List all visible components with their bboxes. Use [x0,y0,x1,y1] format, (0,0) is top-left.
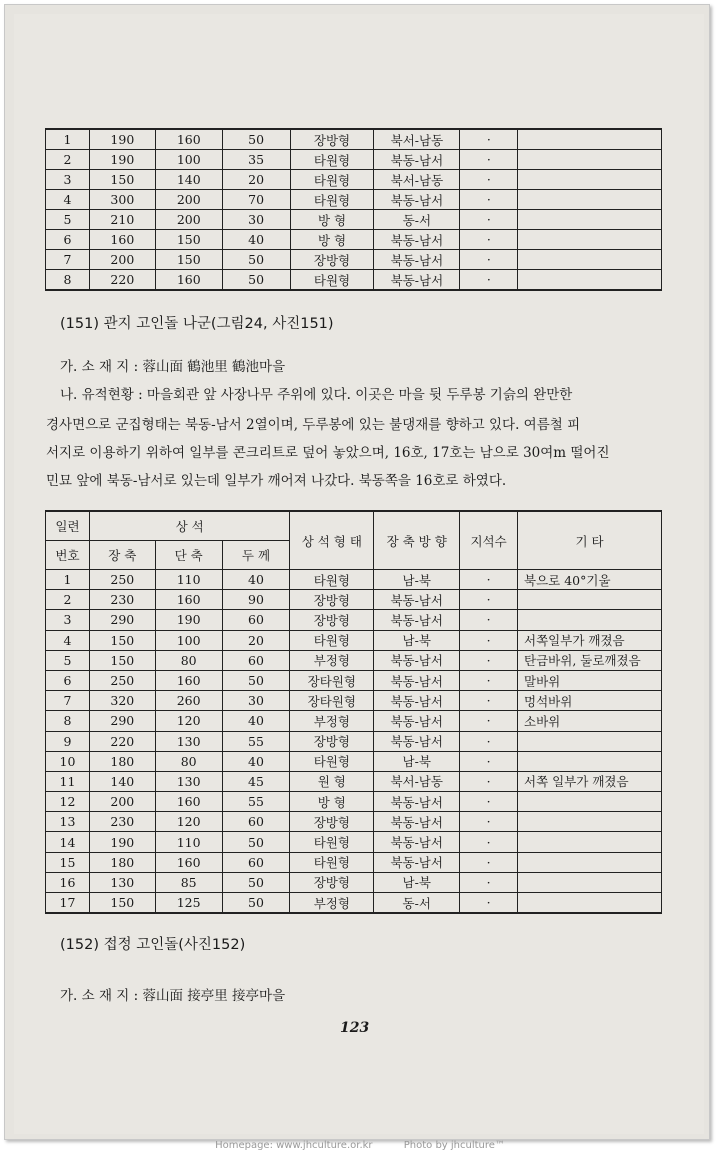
table-cell: · [460,893,518,914]
dolmen-table-a [45,128,662,291]
table-cell: 타원형 [290,751,374,771]
table-cell: · [460,150,518,170]
table-cell: 타원형 [290,170,374,190]
table-cell: 3 [46,610,90,630]
table-cell: 남-북 [374,570,460,590]
section-151-status-2: 경사면으로 군집형태는 북동-남서 2열이며, 두루봉에 있는 불댕재를 향하고 있다. 여름철 피 [46,417,581,433]
table-cell: 남-북 [374,751,460,771]
table-cell: 40 [222,570,290,590]
table-cell: 45 [222,771,290,791]
section-151-location: 가. 소 재 지 : 蓉山面 鶴池里 鶴池마을 [60,359,286,375]
table-cell: 160 [89,230,155,250]
table-cell: 290 [89,711,155,731]
table-cell: 320 [89,691,155,711]
table-cell [518,792,662,812]
table-cell: 8 [46,270,90,291]
table-cell: 200 [89,792,155,812]
table-cell: 60 [222,852,290,872]
table-cell: 70 [222,190,290,210]
table-cell: 멍석바위 [518,691,662,711]
table-cell: · [460,751,518,771]
table-cell: · [460,852,518,872]
section-152-heading: (152) 접정 고인돌(사진152) [60,937,246,953]
table-cell: 50 [222,270,290,291]
table-cell: 200 [155,210,222,230]
header-serial-top: 일련 [46,511,90,541]
table-cell: · [460,731,518,751]
table-cell: 100 [155,150,222,170]
table-cell: 6 [46,670,90,690]
table-cell: · [460,210,518,230]
footer [0,1140,720,1151]
table-cell: 190 [89,150,155,170]
table-cell: · [460,190,518,210]
table-cell: 탄금바위, 둘로깨졌음 [518,650,662,670]
table-row [46,872,662,892]
table-cell: 200 [89,250,155,270]
table-cell: 8 [46,711,90,731]
footer-homepage: Homepage: www.jhculture.or.kr [215,1140,373,1151]
table-cell: 50 [222,893,290,914]
table-cell: 50 [222,872,290,892]
table-cell: 서쪽일부가 깨졌음 [518,630,662,650]
table-row [46,250,662,270]
table-cell: 190 [89,832,155,852]
table-cell: 북동-남서 [374,230,460,250]
table-cell: 원 형 [290,771,374,791]
table-cell: 3 [46,170,90,190]
table-cell: 120 [155,711,222,731]
table-cell: 60 [222,610,290,630]
table-cell: 50 [222,250,290,270]
table-cell: 북동-남서 [374,792,460,812]
table-cell: 북동-남서 [374,691,460,711]
table-cell: 60 [222,650,290,670]
table-cell: 140 [89,771,155,791]
table-cell: · [460,170,518,190]
table-cell: 14 [46,832,90,852]
table-row [46,230,662,250]
table-cell [518,731,662,751]
table-cell: 180 [89,852,155,872]
table-cell: 30 [222,691,290,711]
table-cell: 동-서 [374,210,460,230]
table-cell: 남-북 [374,872,460,892]
section-151-status-4: 민묘 앞에 북동-남서로 있는데 일부가 깨어져 나갔다. 북동쪽을 16호로 하였다. [46,473,507,489]
table-cell: 6 [46,230,90,250]
table-cell: · [460,872,518,892]
table-cell: 30 [222,210,290,230]
table-cell: 북동-남서 [374,832,460,852]
table-cell [518,230,662,250]
table-cell: 160 [155,852,222,872]
table-cell: 방 형 [290,792,374,812]
table-cell: 55 [222,792,290,812]
table-cell: 150 [89,630,155,650]
table-cell: 방 형 [290,210,374,230]
table-cell: 장타원형 [290,691,374,711]
table-cell: 15 [46,852,90,872]
table-cell: 북동-남서 [374,812,460,832]
table-row [46,129,662,150]
table-cell: 150 [89,650,155,670]
table-row [46,893,662,914]
table-cell: 방 형 [290,230,374,250]
table-cell: · [460,129,518,150]
table-cell: 북서-남동 [374,129,460,150]
table-cell: 2 [46,590,90,610]
table-cell: 타원형 [290,150,374,170]
table-cell: 북동-남서 [374,650,460,670]
table-row [46,832,662,852]
table-cell: 1 [46,570,90,590]
table-row [46,792,662,812]
table-cell: 40 [222,751,290,771]
header-shape: 상 석 형 태 [290,511,374,570]
table-cell: 60 [222,812,290,832]
table-cell: 150 [89,893,155,914]
table-cell: 16 [46,872,90,892]
table-cell: 장방형 [290,610,374,630]
table-cell: 북동-남서 [374,670,460,690]
header-stone: 상 석 [89,511,289,541]
table-cell: · [460,570,518,590]
table-cell: 말바위 [518,670,662,690]
table-cell [518,812,662,832]
table-cell: 110 [155,570,222,590]
table-cell: 장방형 [290,129,374,150]
header-direction: 장 축 방 향 [374,511,460,570]
table-row [46,170,662,190]
section-151-status-1: 나. 유적현황 : 마을회관 앞 사장나무 주위에 있다. 이곳은 마을 뒷 두루봉 기슭의 완만한 [60,387,573,403]
table-cell: 7 [46,250,90,270]
table-row [46,812,662,832]
table-cell: 130 [89,872,155,892]
table-cell [518,129,662,150]
table-cell: 타원형 [290,570,374,590]
table-cell: 10 [46,751,90,771]
table-cell: 타원형 [290,832,374,852]
page-number: 123 [340,1020,370,1036]
header-etc: 기 타 [518,511,662,570]
table-cell: 250 [89,670,155,690]
table-cell: · [460,711,518,731]
table-cell [518,610,662,630]
table-cell: 부정형 [290,711,374,731]
table-cell: 130 [155,731,222,751]
table-cell: 90 [222,590,290,610]
table-cell: 190 [155,610,222,630]
table-cell: 20 [222,170,290,190]
table-cell [518,190,662,210]
table-cell: 160 [155,670,222,690]
table-cell: 북동-남서 [374,590,460,610]
table-cell: 7 [46,691,90,711]
table-cell: 210 [89,210,155,230]
table-cell: 140 [155,170,222,190]
table-cell: · [460,630,518,650]
table-cell: 20 [222,630,290,650]
table-cell: 80 [155,751,222,771]
table-cell: 남-북 [374,630,460,650]
table-cell: 300 [89,190,155,210]
table-cell: · [460,691,518,711]
table-cell: 17 [46,893,90,914]
table-cell: 250 [89,570,155,590]
table-cell: 북으로 40°기울 [518,570,662,590]
table-cell: 200 [155,190,222,210]
table-cell: 2 [46,150,90,170]
table-cell: 50 [222,832,290,852]
section-151-heading: (151) 관지 고인돌 나군(그림24, 사진151) [60,316,334,332]
table-cell: 110 [155,832,222,852]
table-cell: 장방형 [290,812,374,832]
table-row [46,670,662,690]
table-cell: 120 [155,812,222,832]
header-thickness: 두 께 [222,541,290,570]
table-cell: 230 [89,812,155,832]
table-cell: 4 [46,190,90,210]
table-cell: · [460,590,518,610]
table-cell: 160 [155,270,222,291]
table-cell: 160 [155,792,222,812]
table-cell: 160 [155,129,222,150]
table-cell: 북동-남서 [374,711,460,731]
table-cell [518,872,662,892]
table-cell: 125 [155,893,222,914]
table-cell: · [460,771,518,791]
table-cell: 100 [155,630,222,650]
table-row [46,190,662,210]
table-row [46,852,662,872]
table-cell: 13 [46,812,90,832]
table-cell: 35 [222,150,290,170]
table-cell: 40 [222,230,290,250]
table-row [46,691,662,711]
section-152-location: 가. 소 재 지 : 蓉山面 接亭里 接亭마을 [60,988,286,1004]
table-cell: 서쪽 일부가 깨졌음 [518,771,662,791]
table-cell: 장방형 [290,590,374,610]
header-short-axis: 단 축 [155,541,222,570]
table-cell: 85 [155,872,222,892]
table-cell: · [460,792,518,812]
table-cell: · [460,230,518,250]
table-cell: 북동-남서 [374,270,460,291]
table-cell: 부정형 [290,650,374,670]
table-row [46,590,662,610]
table-cell: 동-서 [374,893,460,914]
table-cell: 북동-남서 [374,190,460,210]
table-cell: 장방형 [290,872,374,892]
table-cell: 150 [155,250,222,270]
table-cell: 260 [155,691,222,711]
section-151-status-3: 서지로 이용하기 위하여 일부를 콘크리트로 덮어 놓았으며, 16호, 17호는 남으로 30여m 떨어진 [46,445,610,461]
table-row [46,650,662,670]
table-cell: 타원형 [290,852,374,872]
table-cell: 80 [155,650,222,670]
table-cell: 130 [155,771,222,791]
table-cell: 230 [89,590,155,610]
table-cell [518,893,662,914]
table-cell: 장방형 [290,731,374,751]
table-row [46,150,662,170]
table-row [46,751,662,771]
table-cell: 1 [46,129,90,150]
table-cell: 북동-남서 [374,150,460,170]
table-cell: 12 [46,792,90,812]
table-cell [518,751,662,771]
table-cell [518,270,662,291]
table-cell: 9 [46,731,90,751]
table-row [46,570,662,590]
table-cell: 50 [222,129,290,150]
table-cell: 장방형 [290,250,374,270]
table-cell: 장타원형 [290,670,374,690]
table-cell: 220 [89,270,155,291]
header-supports: 지석수 [460,511,518,570]
table-cell [518,170,662,190]
table-cell: 220 [89,731,155,751]
table-cell: 180 [89,751,155,771]
table-cell: 타원형 [290,270,374,291]
dolmen-table-b [45,510,662,914]
table-cell: 5 [46,650,90,670]
table-cell [518,150,662,170]
table-row [46,210,662,230]
table-cell: 4 [46,630,90,650]
table-cell: · [460,650,518,670]
table-cell: 북동-남서 [374,610,460,630]
table-row [46,711,662,731]
header-long-axis: 장 축 [89,541,155,570]
table-cell: 290 [89,610,155,630]
table-cell [518,210,662,230]
table-cell [518,250,662,270]
table-cell [518,832,662,852]
table-cell: 5 [46,210,90,230]
table-cell: 북동-남서 [374,731,460,751]
table-row [46,610,662,630]
header-serial-bottom: 번호 [46,541,90,570]
footer-photo: Photo by jhculture™ [403,1140,505,1151]
table-cell: 55 [222,731,290,751]
table-cell [518,590,662,610]
table-cell: 50 [222,670,290,690]
table-cell: 북서-남동 [374,170,460,190]
table-cell: · [460,610,518,630]
table-cell [518,852,662,872]
table-row [46,731,662,751]
table-cell: 소바위 [518,711,662,731]
table-cell: 타원형 [290,630,374,650]
table-cell: 40 [222,711,290,731]
table-row [46,630,662,650]
table-row [46,771,662,791]
table-cell: · [460,812,518,832]
table-cell: 북동-남서 [374,250,460,270]
table-cell: · [460,270,518,291]
table-cell: 190 [89,129,155,150]
table-row [46,270,662,291]
table-cell: 북동-남서 [374,852,460,872]
table-cell: 160 [155,590,222,610]
table-cell: · [460,832,518,852]
table-cell: · [460,250,518,270]
table-cell: · [460,670,518,690]
table-cell: 타원형 [290,190,374,210]
table-cell: 11 [46,771,90,791]
table-cell: 부정형 [290,893,374,914]
table-cell: 150 [89,170,155,190]
table-cell: 150 [155,230,222,250]
table-cell: 북서-남동 [374,771,460,791]
